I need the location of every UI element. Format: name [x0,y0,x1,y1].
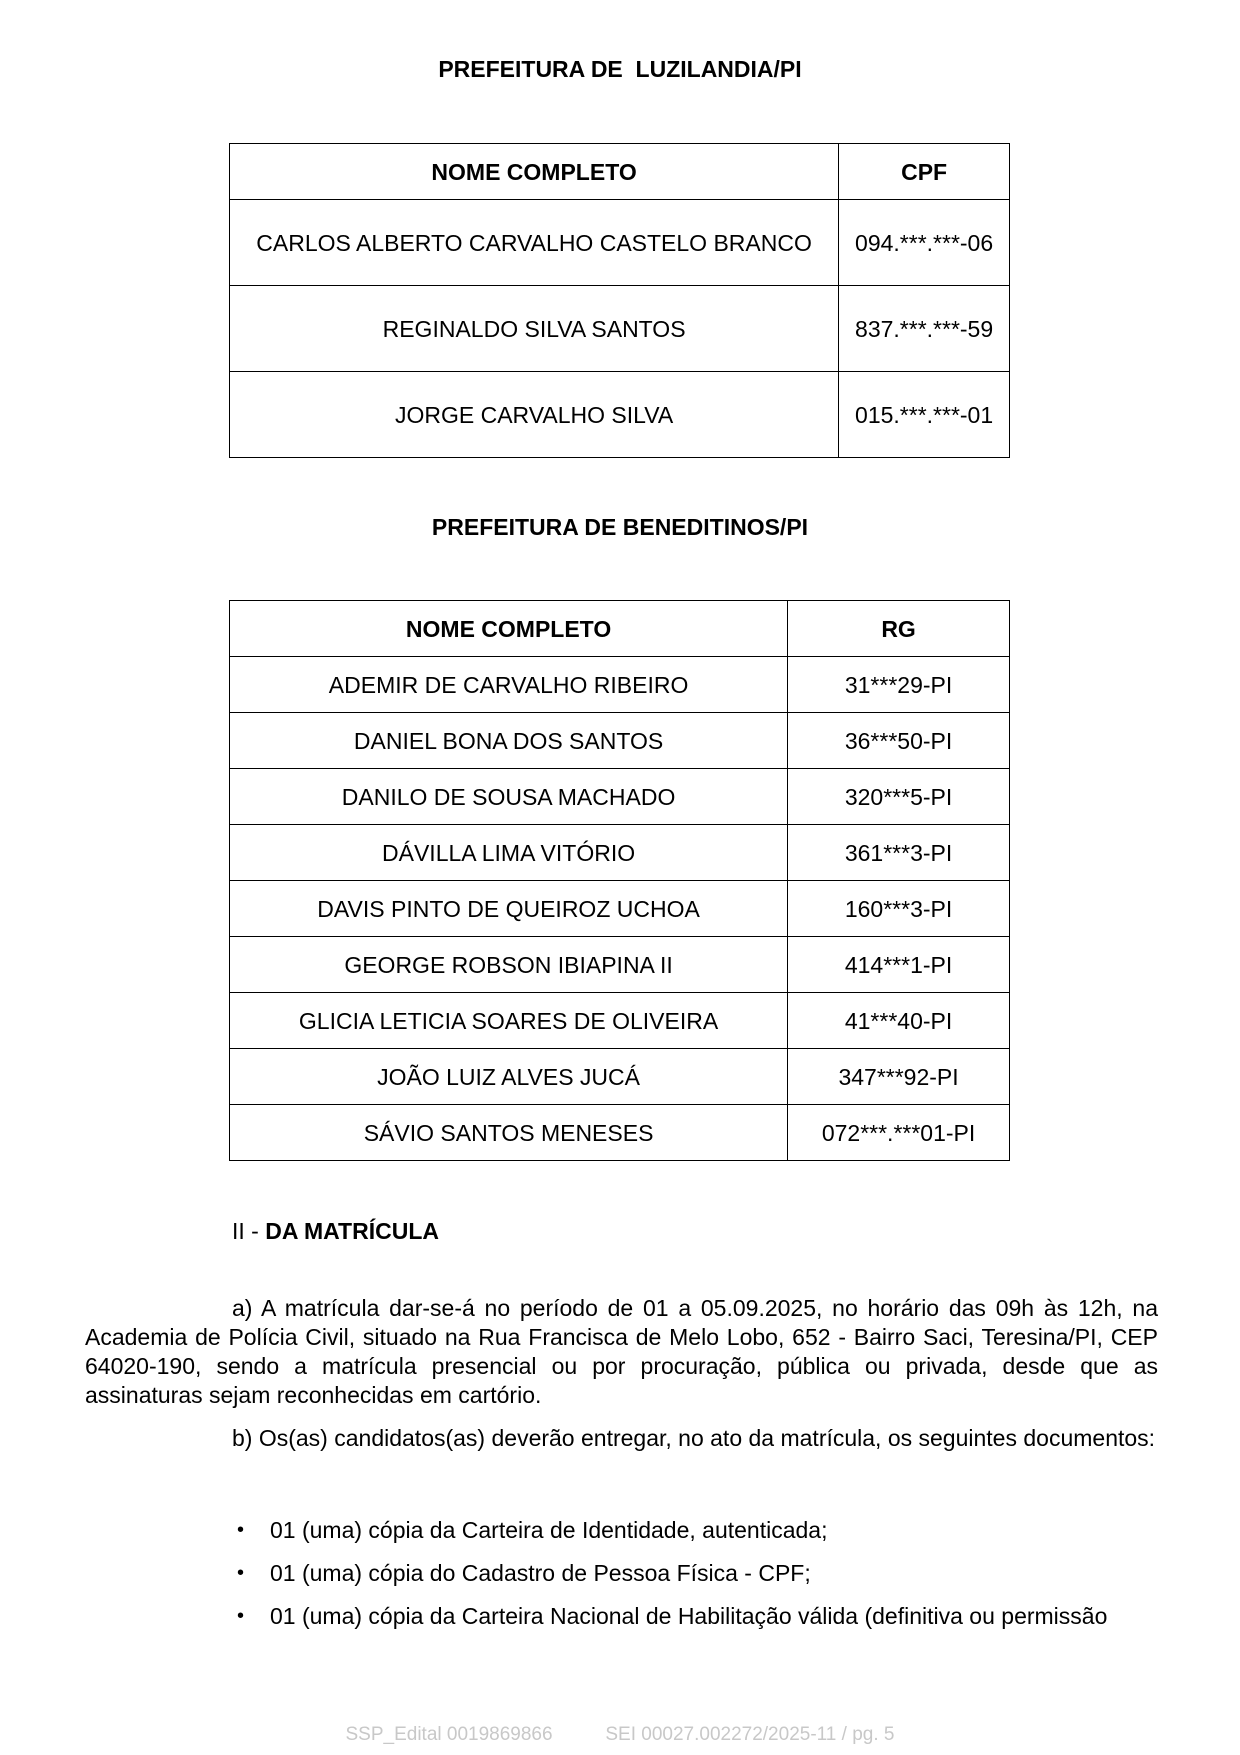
table-beneditinos [229,600,1010,1161]
table-row [230,769,1010,825]
section-prefix: II - [232,1218,266,1244]
section-title-matricula [232,1218,439,1245]
paragraph-a [85,1294,1158,1410]
heading-beneditinos: PREFEITURA DE BENEDITINOS/PI [431,514,809,540]
cell-rg: 361***3-PI [788,825,1010,881]
bullet-icon: • [237,1519,245,1541]
cell-cpf: 094.***.***-06 [839,200,1010,286]
list-item [237,1559,1158,1588]
header-cpf: CPF [839,144,1010,200]
bullet-icon: • [237,1562,245,1584]
section-title-text: DA MATRÍCULA [265,1218,439,1244]
bullet-icon: • [237,1605,245,1627]
table-row [230,372,1010,458]
cell-name: DÁVILLA LIMA VITÓRIO [230,825,788,881]
cell-name: GEORGE ROBSON IBIAPINA II [230,937,788,993]
cell-rg: 31***29-PI [788,657,1010,713]
cell-name: JOÃO LUIZ ALVES JUCÁ [230,1049,788,1105]
cell-name: DANILO DE SOUSA MACHADO [230,769,788,825]
list-item [237,1516,1158,1545]
table-row [230,713,1010,769]
list-item-text: 01 (uma) cópia do Cadastro de Pessoa Física - CPF; [270,1560,811,1586]
cell-rg: 072***.***01-PI [788,1105,1010,1161]
cell-name: CARLOS ALBERTO CARVALHO CASTELO BRANCO [230,200,839,286]
cell-rg: 41***40-PI [788,993,1010,1049]
table-row [230,881,1010,937]
cell-cpf: 015.***.***-01 [839,372,1010,458]
table-luzilandia [229,143,1010,458]
documents-list [237,1516,1158,1645]
table-row [230,937,1010,993]
cell-rg: 320***5-PI [788,769,1010,825]
table-row [230,825,1010,881]
table-row [230,657,1010,713]
list-item-text: 01 (uma) cópia da Carteira de Identidade, autenticada; [270,1517,828,1543]
table-row [230,993,1010,1049]
paragraph-b [85,1424,1158,1453]
table-row [230,286,1010,372]
header-nome-completo: NOME COMPLETO [230,601,788,657]
cell-rg: 36***50-PI [788,713,1010,769]
cell-name: SÁVIO SANTOS MENESES [230,1105,788,1161]
list-item [237,1602,1158,1631]
paragraph-a-text: a) A matrícula dar-se-á no período de 01 a 05.09.2025, no horário das 09h às 12h, na Academia de Polícia Civil, situado na Rua Francisca de Melo Lobo, 652 - Bairro Saci, Teresina/PI, CEP 64020-190, sendo a matrícula presencial ou por procuração, pública ou privada, desde que as assinaturas sejam reconhecidas em cartório. [85,1295,1158,1408]
cell-rg: 160***3-PI [788,881,1010,937]
table-row [230,1049,1010,1105]
page-footer [0,1724,1240,1746]
cell-name: JORGE CARVALHO SILVA [230,372,839,458]
cell-rg: 347***92-PI [788,1049,1010,1105]
footer-sei-page: SEI 00027.002272/2025-11 / pg. 5 [605,1724,895,1745]
cell-name: GLICIA LETICIA SOARES DE OLIVEIRA [230,993,788,1049]
footer-doc-id: SSP_Edital 0019869866 [345,1724,553,1745]
cell-cpf: 837.***.***-59 [839,286,1010,372]
cell-name: REGINALDO SILVA SANTOS [230,286,839,372]
cell-name: DAVIS PINTO DE QUEIROZ UCHOA [230,881,788,937]
cell-rg: 414***1-PI [788,937,1010,993]
table-row [230,200,1010,286]
cell-name: DANIEL BONA DOS SANTOS [230,713,788,769]
heading-luzilandia: PREFEITURA DE LUZILANDIA/PI [438,56,802,82]
list-item-text: 01 (uma) cópia da Carteira Nacional de Habilitação válida (definitiva ou permissão [270,1603,1108,1629]
header-nome-completo: NOME COMPLETO [230,144,839,200]
cell-name: ADEMIR DE CARVALHO RIBEIRO [230,657,788,713]
table-row [230,1105,1010,1161]
paragraph-b-text: b) Os(as) candidatos(as) deverão entregar, no ato da matrícula, os seguintes documentos: [232,1425,1156,1451]
header-rg: RG [788,601,1010,657]
